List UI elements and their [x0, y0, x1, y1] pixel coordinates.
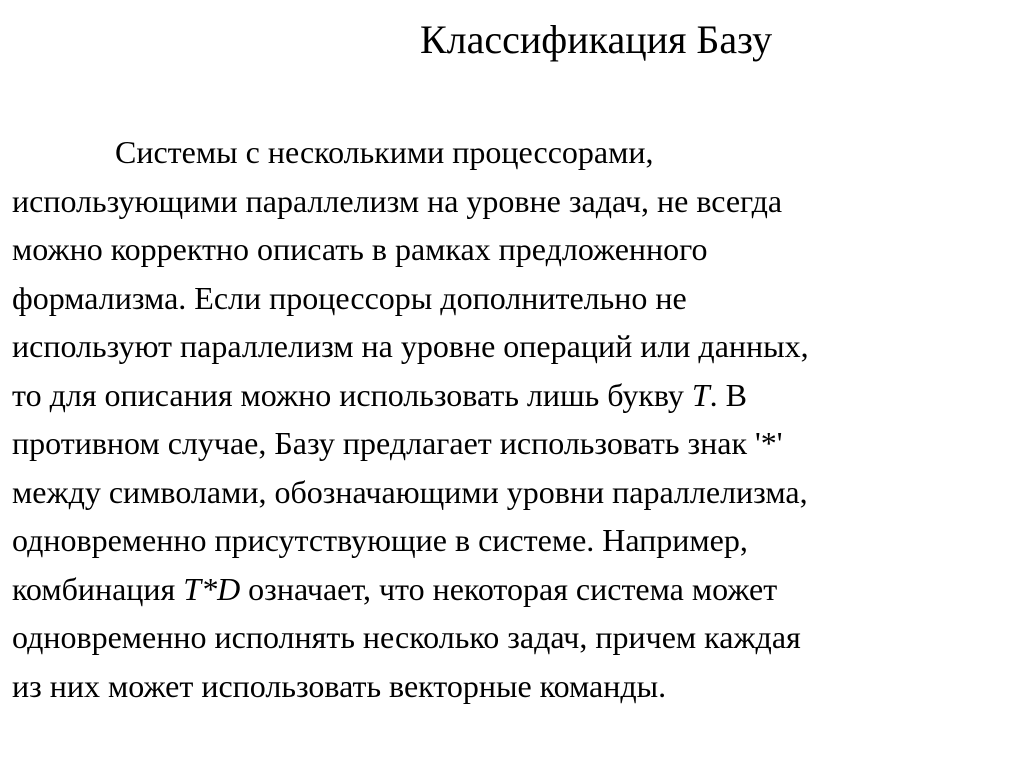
- body-line-6-tail: . В: [709, 376, 748, 413]
- body-line-10-text: комбинация: [12, 570, 184, 607]
- body-line-8: между символами, обозначающими уровни параллелизма,: [12, 473, 808, 510]
- body-line-1: Системы с несколькими процессорами,: [115, 134, 654, 170]
- body-line-6-text: то для описания можно использовать лишь букву: [12, 376, 692, 413]
- body-line-10: [12, 565, 1022, 614]
- slide-title: Классификация Базу: [420, 17, 773, 62]
- body-line-3: можно корректно описать в рамках предложенного: [12, 231, 708, 267]
- body-paragraph: [12, 128, 1022, 710]
- body-line-12: из них может использовать векторные команды.: [12, 667, 667, 704]
- symbol-t-star-d: T*D: [183, 570, 241, 607]
- body-line-7: противном случае, Базу предлагает использовать знак '*': [12, 425, 783, 461]
- body-line-2: использующими параллелизм на уровне задач, не всегда: [12, 182, 783, 219]
- symbol-t: T: [691, 376, 710, 413]
- body-line-6: [12, 371, 1022, 420]
- body-line-9: одновременно присутствующие в системе. Например,: [12, 522, 748, 558]
- body-line-5: используют параллелизм на уровне операций или данных,: [12, 328, 809, 364]
- body-line-4: формализма. Если процессоры дополнительно не: [12, 279, 687, 316]
- body-line-10-tail: означает, что некоторая система может: [240, 570, 778, 607]
- body-line-11: одновременно исполнять несколько задач, причем каждая: [12, 619, 801, 655]
